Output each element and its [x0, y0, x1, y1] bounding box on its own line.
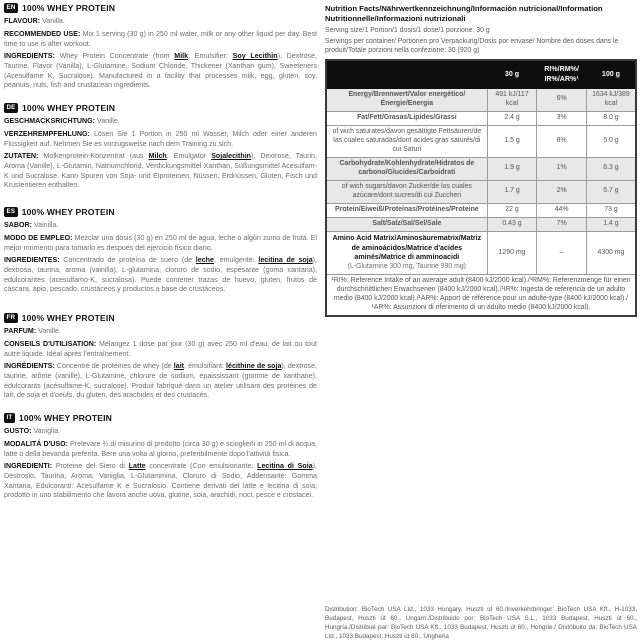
lang-badge-en: EN — [4, 3, 18, 13]
sugars-100g: 5.7 g — [586, 180, 636, 203]
recommended-use-en: RECOMMENDED USE: Mix 1 serving (30 g) in 250 ml water, milk or any other liquid per day. Best time to use is after workout. — [4, 29, 317, 48]
table-row-amino-acid-matrix — [326, 231, 636, 275]
saturates-30g: 1.5 g — [487, 125, 537, 157]
fat-label: Fat/Fett/Grasas/Lipides/Grassi — [326, 111, 487, 125]
recommended-use-de: VERZEHREMPFEHLUNG: Lösen Sie 1 Portion in 250 ml Wasser, Milch oder einer anderen Flüssigkeit auf. Nehmen Sie es vorzugsweise nach dem Training zu sich. — [4, 129, 317, 148]
saturates-ri: 8% — [537, 125, 587, 157]
saturates-100g: 5.0 g — [586, 125, 636, 157]
nutrition-facts-title: Nutrition Facts/Nährwertkennzeichnung/Información nutricional/Information Nutritionnelle/Informazioni nutrizionali — [325, 4, 603, 24]
amino-ri: – — [537, 231, 587, 275]
section-it-header — [4, 413, 317, 423]
table-row-carbohydrate — [326, 157, 636, 180]
ingredients-fr: INGRÉDIENTS: Concentré de protéines de whey (de lait, émulsifiant: lécithine de soja), dextrose, taurine, arôme (vanille), L-Glutamine, chlorure de sodium, épaississant (gomme de xanthane), édulcorants (acésulfame-K, sucralose). Produit fabriqué dans un atelier utilisant des protéines de lait, de soja et d'oeufs, du gluten, des arachides et des crustacés. — [4, 362, 317, 400]
nutrition-facts-panel — [325, 4, 637, 317]
recommended-use-it: MODALITÁ D'USO: Prelevare ¾ di misurino di prodotto (circa 30 g) e scioglierli in 250 ml di acqua, latte o della bevanda preferita. Bere una volta al giorno, preferibilmente dopo l'attività fisica. — [4, 439, 317, 458]
amino-100g: 4300 mg — [586, 231, 636, 275]
section-es — [4, 207, 317, 298]
flavour-line-fr: PARFUM: Vanille. — [4, 327, 61, 336]
section-en — [4, 3, 317, 94]
salt-30g: 0.43 g — [487, 217, 537, 231]
table-row-saturates — [326, 125, 636, 157]
section-fr — [4, 313, 317, 404]
salt-100g: 1.4 g — [586, 217, 636, 231]
nutrition-facts-table — [325, 59, 637, 317]
reference-intake-footnote: ¹RI%: Reference Intake of an average adult (8400 kJ/2000 kcal)./¹RM%: Referenzmenge für einen durchschnittlichen Erwachsenen (8400 kJ/2000 kcal)./¹IR%: Ingesta de referencia de un adulto medio (8400 kJ/2000 kcal)./¹AR%: Apport de référence pour un adulte-type (8400 kJ/2000 kcal)./¹AR%: Assunzioni di riferimento di un adulto medio (8400 kJ/2000 kcal). — [326, 275, 636, 316]
salt-label: Salt/Salz/Sal/Sel/Sale — [326, 217, 487, 231]
section-en-header — [4, 3, 317, 13]
carbohydrate-100g: 6.3 g — [586, 157, 636, 180]
servings-per-container-line: Servings per container/ Portionen pro Verpackung/Dosis por envase/ Nombre des doses dans le produit/Totale porzioni nella confezione: 30 (920 g) — [325, 37, 619, 55]
table-row-energy — [326, 88, 636, 111]
section-de — [4, 103, 317, 194]
sugars-ri: 2% — [537, 180, 587, 203]
protein-30g: 22 g — [487, 203, 537, 217]
flavour-line-de: GESCHMACKSRICHTUNG: Vanille. — [4, 117, 120, 126]
amino-acid-matrix-label-text: Amino Acid Matrix/Aminosäurematrix/Matriz de aminoácidos/Matrice d'acides aminés/Matrice di amminoacidi — [332, 233, 482, 262]
header-empty-cell — [326, 60, 487, 88]
fat-100g: 8.0 g — [586, 111, 636, 125]
serving-size-line: Serving size/1 Portion/1 dosis/1 dose/1 porzione: 30 g — [325, 26, 490, 34]
carbohydrate-ri: 1% — [537, 157, 587, 180]
lang-badge-fr: FR — [4, 313, 18, 323]
energy-label: Energy/Brennwert/Valor energético/Énergie/Energia — [326, 88, 487, 111]
lang-badge-es: ES — [4, 207, 18, 217]
salt-ri: 7% — [537, 217, 587, 231]
header-serving-col: 30 g — [487, 60, 537, 88]
energy-30g: 491 kJ/117 kcal — [487, 88, 537, 111]
section-fr-header — [4, 313, 317, 323]
section-es-header — [4, 207, 317, 217]
ingredients-en: INGREDIENTS: Whey Protein Concentrate (from Milk, Emulsifier: Soy Lecithin), Dextrose, Taurine, Flavor (Vanilla), L-Glutamine, Sodium Chloride, Thickener (Xanthan gum), Sweeteners (Acesulfame K, Sucralose). Manufactured in a facility that processes milk, egg, gluten, soy, peanuts, nuts, fish and crustacean ingredients. — [4, 52, 317, 90]
energy-ri: 6% — [537, 88, 587, 111]
saturates-label: of wich saturates/davon gesättigte Fettsäuren/de las cuales saturadas/dont acides gras saturés/di cui Saturi — [326, 125, 487, 157]
fat-30g: 2.4 g — [487, 111, 537, 125]
flavour-line-en: FLAVOUR: Vanilla. — [4, 17, 65, 26]
table-footnote-row — [326, 275, 636, 316]
header-ri-line1: RI%/RM%/ — [544, 65, 579, 74]
lang-badge-it: IT — [4, 413, 15, 423]
sugars-label: of wich sugars/davon Zucker/de los cuales azúcare/dont sucres/di cui Zuccheri — [326, 180, 487, 203]
ingredients-es: INGREDIENTES: Concentrado de proteína de suero (de leche, emulgente: lecitina de soja), dextrosa, taurina, aroma (vainilla), L-glutamina, cloruro de sodio, espesante (goma xantana), edulcorantes (acesulfamo-K, sucralosa). Puede contener trazas de huevo, gluten, frutos de cáscara, apio, pescado, crustáceos y productos a base de crustáceos. — [4, 256, 318, 294]
table-row-salt — [326, 217, 636, 231]
product-title-de: 100% WHEY PROTEIN — [22, 103, 116, 114]
carbohydrate-30g: 1.9 g — [487, 157, 537, 180]
header-ri-col — [537, 60, 587, 88]
product-title-fr: 100% WHEY PROTEIN — [21, 313, 115, 324]
amino-30g: 1290 mg — [487, 231, 537, 275]
recommended-use-es: MODO DE EMPLEO: Mezclar una dosis (30 g) en 250 ml de agua, leche o algún zumo de fruta. El mejor momento para tomarlo es después del ejercicio físico diario. — [4, 233, 317, 252]
protein-ri: 44% — [537, 203, 587, 217]
header-ri-line2: IR%/AR%¹ — [544, 74, 579, 83]
section-it — [4, 413, 317, 504]
flavour-line-es: SABOR: Vainilla. — [4, 221, 59, 230]
energy-100g: 1634 kJ/389 kcal — [586, 88, 636, 111]
amino-acid-matrix-note: (L-Glutamine 300 mg, Taurine 990 mg) — [347, 263, 466, 271]
recommended-use-fr: CONSEILS D'UTILISATION: Mélangez 1 dose par jour (30 g) avec 250 ml d'eau, de lait ou tout autre liquide. Idéal après l'entraînement. — [4, 339, 317, 358]
table-row-fat — [326, 111, 636, 125]
protein-label: Protein/Eiweiß/Proteínas/Protéines/Proteine — [326, 203, 487, 217]
fat-ri: 3% — [537, 111, 587, 125]
product-title-es: 100% WHEY PROTEIN — [21, 207, 115, 218]
ingredients-it: INGREDIENTI: Proteine del Siero di Latte concentrate (Con emulsionante: Lecitina di Soia), Destrosio, Taurina, Aroma: Vaniglia, L-Glutammina, Cloruro di Sodio, Addensante: Gomma Xantana, Edulcoranti: Acesulfame K e Sucralosio. Contiene derivati del latte e lecitina di soia; prodotto in uno stabilimento che lavora anche uova, glutine, soia, arachidi, noci, pesce e crostacei. — [4, 462, 317, 500]
table-row-protein — [326, 203, 636, 217]
product-title-it: 100% WHEY PROTEIN — [18, 413, 113, 424]
section-de-header — [4, 103, 317, 113]
protein-100g: 73 g — [586, 203, 636, 217]
ingredients-de: ZUTATEN: Molkenprotein-Konzentrat (aus Milch; Emulgator Sojalecithin), Dextrose, Taurin, Aroma (Vanille), L-Glutamin, Natriumchlorid, Verdickungsmittel Xanthan, Süßungsmittel Acesulfam-K und Sucralose. Kann Spuren von Soja- und Eiproteinen, Nüssen, Erdnüssen, Gluten, Fisch und Krustentieren enthalten. — [4, 152, 317, 190]
flavour-line-it: GUSTO: Vaniglia. — [4, 427, 61, 436]
header-per100-col: 100 g — [586, 60, 636, 88]
product-title-en: 100% WHEY PROTEIN — [22, 3, 116, 14]
sugars-30g: 1.7 g — [487, 180, 537, 203]
table-header-row — [326, 60, 636, 88]
amino-acid-matrix-label — [326, 231, 487, 275]
distribution-info: Distribution: BioTech USA Ltd., 1033 Hungary, Huszti út 60./Inverkehrbringer: BioTech USA Kft., H-1033, Budapest, Huszti út 60., Ungarn./Distribuido por: BioTech USA S.L., 1033 Budapest, Huszti út 60., Hungría./Distribué par: BioTech USA Kft., 1033 Budapest, Huszti út 60., Hongrie./ Distribuito da: BioTech USA Ltd., 1033 Budapest, Huszti út 60., Ungheria — [325, 606, 637, 640]
carbohydrate-label: Carbohydrate/Kohlenhydrate/Hidratos de carbono/Glucides/Carboidrati — [326, 157, 487, 180]
table-row-sugars — [326, 180, 636, 203]
lang-badge-de: DE — [4, 103, 18, 113]
